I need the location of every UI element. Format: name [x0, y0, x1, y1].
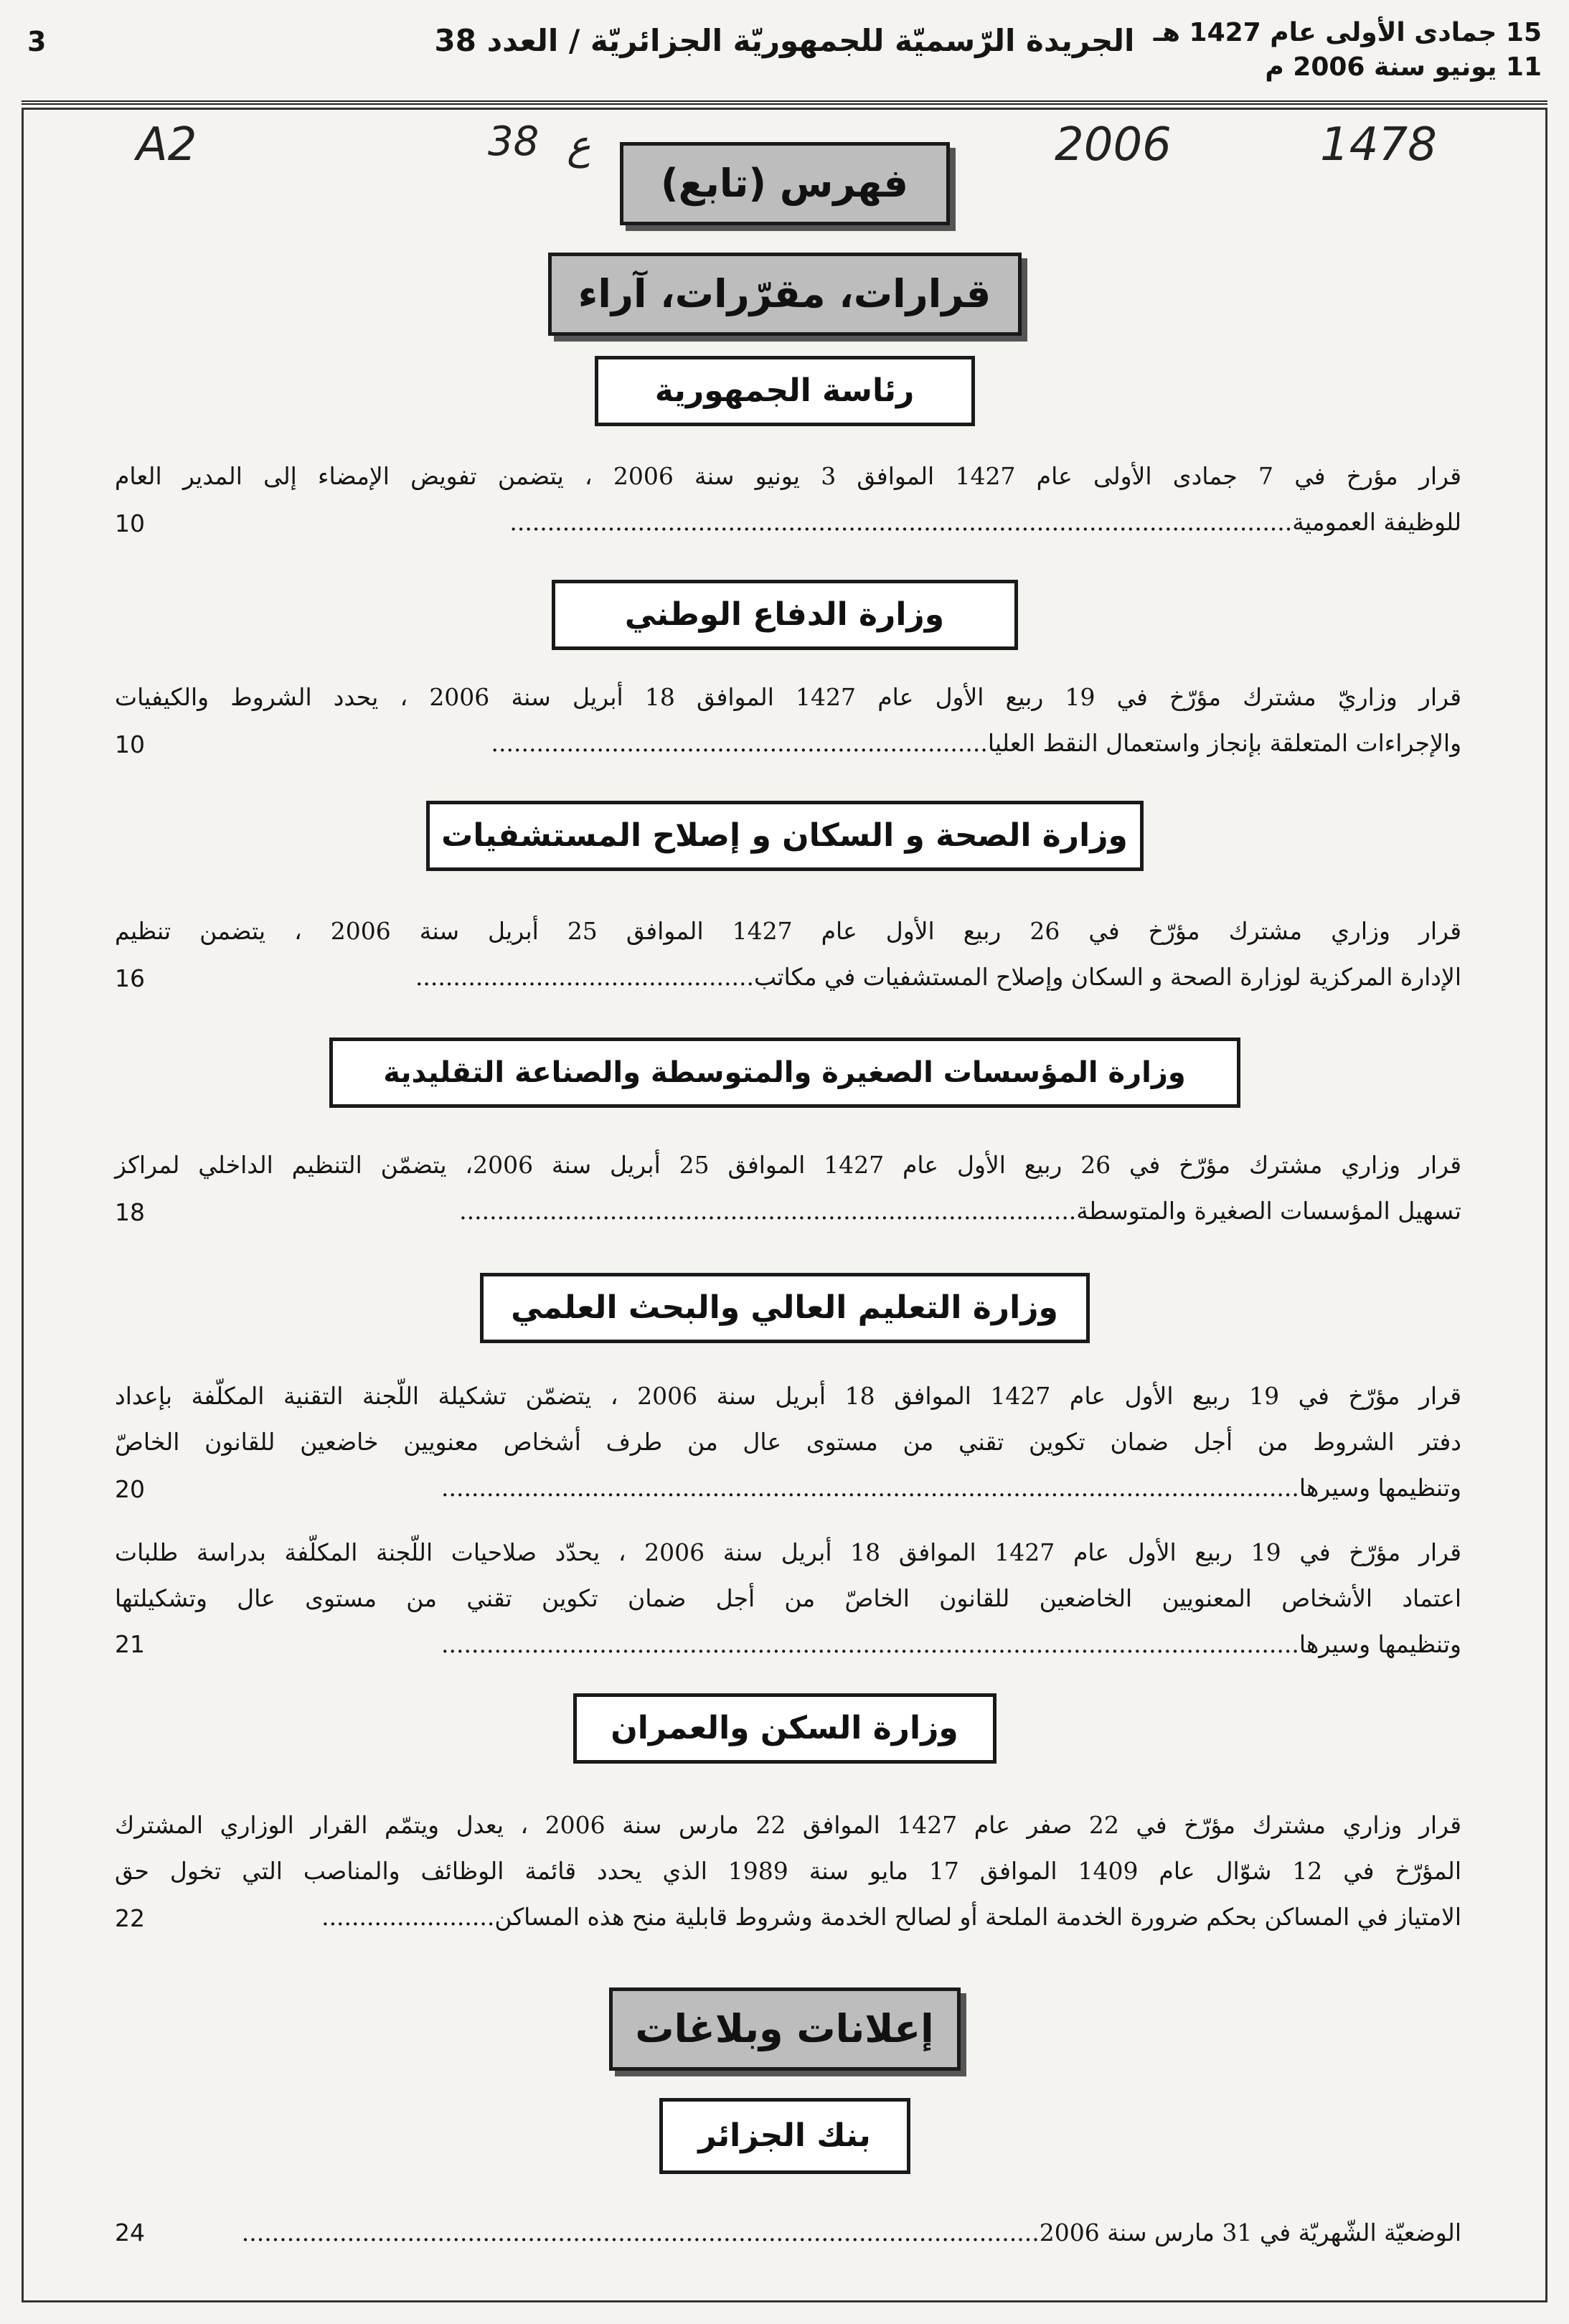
entry-line: تسهيل المؤسسات الصغيرة والمتوسطة.................................................................................. — [459, 1197, 1461, 1225]
entry-line: قرار وزاريّ مشترك مؤرّخ في 19 ربيع الأول عام 1427 الموافق 18 أبريل سنة 2006 ، يحدد الشروط والكيفيات — [115, 683, 1461, 711]
announcements-title: إعلانات وبلاغات — [609, 1987, 961, 2071]
entry-line: قرار وزاري مشترك مؤرّخ في 26 ربيع الأول عام 1427 الموافق 25 أبريل سنة 2006 ، يتضمن تنظيم — [115, 917, 1461, 945]
index-entry — [115, 1142, 1461, 1234]
ministry-heading: وزارة التعليم العالي والبحث العلمي — [480, 1273, 1090, 1343]
entry-line: المؤرّخ في 12 شوّال عام 1409 الموافق 17 مايو سنة 1989 الذي يحدد قائمة الوظائف والمناصب التي تخول حق — [115, 1857, 1461, 1885]
handwritten-note-38: 38 — [488, 118, 540, 165]
entry-page-number: 20 — [115, 1475, 145, 1503]
entry-line: قرار مؤرخ في 7 جمادى الأولى عام 1427 الموافق 3 يونيو سنة 2006 ، يتضمن تفويض الإمضاء إلى المدير العام — [115, 462, 1461, 490]
entry-page-number: 18 — [115, 1198, 145, 1226]
ministry-heading: وزارة الصحة و السكان و إصلاح المستشفيات — [426, 801, 1144, 871]
index-entry — [115, 453, 1461, 545]
section-title: قرارات، مقرّرات، آراء — [548, 253, 1022, 336]
entry-line: الامتياز في المساكن بحكم ضرورة الخدمة الملحة أو لصالح الخدمة وشروط قابلية منح هذه المساكن....................... — [321, 1903, 1461, 1931]
handwritten-note-letter: ع — [567, 122, 591, 169]
index-entry — [115, 1373, 1461, 1511]
handwritten-note-number: 1478 — [1320, 118, 1437, 171]
entry-line: والإجراءات المتعلقة بإنجاز واستعمال النقط العليا.................................................................. — [491, 729, 1461, 757]
entry-line: للوظيفة العمومية........................................................................................................ — [509, 508, 1461, 536]
date-hijri: 15 جمادى الأولى عام 1427 هـ — [1153, 18, 1542, 47]
entry-line: وتنظيمها وسيرها.................................................................................................................. — [441, 1474, 1461, 1502]
page-header — [22, 16, 1547, 105]
entry-line: قرار وزاري مشترك مؤرّخ في 26 ربيع الأول عام 1427 الموافق 25 أبريل سنة 2006، يتضمّن التنظيم الداخلي لمراكز — [115, 1151, 1461, 1179]
entry-page-number: 10 — [115, 509, 145, 537]
index-entry — [115, 1802, 1461, 1940]
handwritten-note-year: 2006 — [1055, 118, 1172, 171]
entry-line: اعتماد الأشخاص المعنويين الخاضعين للقانون الخاصّ من أجل ضمان تكوين تقني من مستوى عال وتشكيلتها — [115, 1584, 1461, 1612]
ministry-heading: وزارة الدفاع الوطني — [552, 580, 1018, 650]
header-page-number: 3 — [27, 26, 47, 57]
entry-line: دفتر الشروط من أجل ضمان تكوين تقني من مستوى عال من طرف أشخاص معنويين خاضعين للقانون الخاصّ — [115, 1428, 1461, 1456]
entry-line: الإدارة المركزية لوزارة الصحة و السكان وإصلاح المستشفيات في مكاتب............................................. — [415, 963, 1461, 991]
entry-page-number: 22 — [115, 1904, 145, 1932]
entry-line: قرار مؤرّخ في 19 ربيع الأول عام 1427 الموافق 18 أبريل سنة 2006 ، يحدّد صلاحيات اللّجنة المكلّفة بدراسة طلبات — [115, 1538, 1461, 1566]
entry-line: الوضعيّة الشّهريّة في 31 مارس سنة 2006.......................................................................................................... — [241, 2219, 1461, 2247]
index-title: فهرس (تابع) — [620, 142, 950, 225]
entry-page-number: 21 — [115, 1630, 145, 1658]
entry-line: قرار مؤرّخ في 19 ربيع الأول عام 1427 الموافق 18 أبريل سنة 2006 ، يتضمّن تشكيلة اللّجنة التقنية المكلّفة بإعداد — [115, 1382, 1461, 1410]
entry-page-number: 24 — [115, 2219, 145, 2247]
ministry-heading: رئاسة الجمهورية — [595, 356, 975, 426]
entry-page-number: 10 — [115, 730, 145, 758]
entry-line: وتنظيمها وسيرها.................................................................................................................. — [441, 1630, 1461, 1658]
bank-heading: بنك الجزائر — [659, 2098, 910, 2174]
index-entry — [115, 908, 1461, 1000]
handwritten-note-a2: A2 — [136, 118, 197, 171]
entry-page-number: 16 — [115, 964, 145, 992]
index-entry — [115, 1530, 1461, 1667]
index-entry — [115, 2210, 1461, 2256]
date-gregorian: 11 يونيو سنة 2006 م — [1265, 52, 1542, 82]
ministry-heading: وزارة المؤسسات الصغيرة والمتوسطة والصناعة التقليدية — [329, 1038, 1240, 1108]
ministry-heading: وزارة السكن والعمران — [573, 1693, 996, 1764]
journal-title: الجريدة الرّسميّة للجمهوريّة الجزائريّة / العدد 38 — [434, 23, 1135, 58]
index-entry — [115, 674, 1461, 766]
entry-line: قرار وزاري مشترك مؤرّخ في 22 صفر عام 1427 الموافق 22 مارس سنة 2006 ، يعدل ويتمّم القرار الوزاري المشترك — [115, 1811, 1461, 1839]
